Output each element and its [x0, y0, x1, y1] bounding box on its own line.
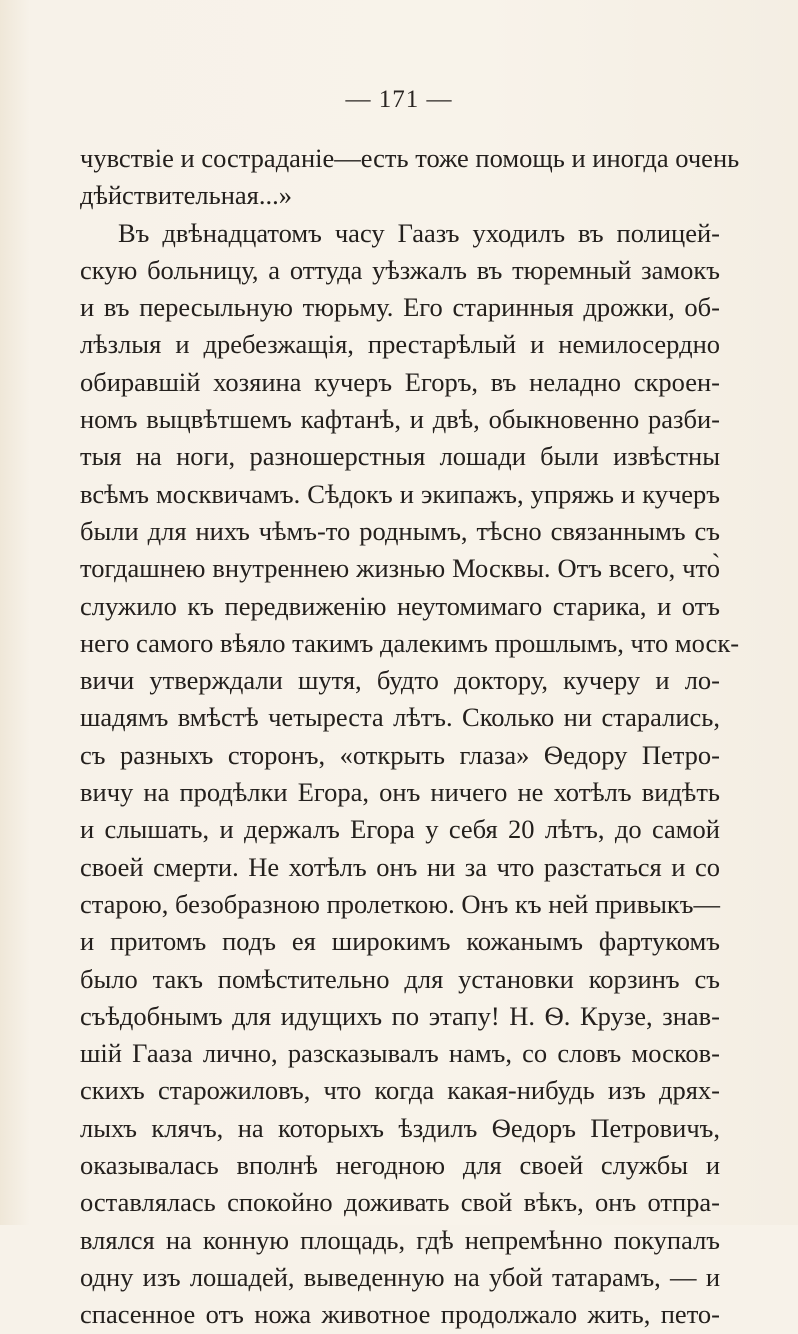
text-line: было такъ помѣстительно для установки корзинъ съ: [80, 963, 720, 994]
text-line: влялся на конную площадь, гдѣ непремѣнно покупалъ: [80, 1224, 720, 1255]
page-number: — 171 —: [345, 86, 453, 113]
text-line: оказывалась вполнѣ негодною для своей службы и: [80, 1150, 720, 1181]
text-line: лѣзлыя и дребезжащія, престарѣлый и немилосердно: [80, 329, 720, 360]
text-line: и въ пересыльную тюрьму. Его старинныя дрожки, об-: [80, 292, 720, 323]
text-line: спасенное отъ ножа животное продолжало жить, пето-: [80, 1299, 720, 1330]
text-line: дѣйствительная...»: [80, 180, 292, 211]
text-line: тогдашнею внутреннею жизнью Москвы. Отъ всего, что̀: [80, 553, 720, 584]
text-line: одну изъ лошадей, выведенную на убой татарамъ, — и: [80, 1261, 720, 1292]
text-line: всѣмъ москвичамъ. Сѣдокъ и экипажъ, упряжь и кучеръ: [80, 478, 720, 509]
text-line: тыя на ноги, разношерстныя лошади были извѣстны: [80, 441, 720, 472]
body-text: [80, 140, 740, 1334]
text-line: и слышать, и держалъ Егора у себя 20 лѣтъ, до самой: [80, 814, 720, 845]
text-line: и притомъ подъ ея широкимъ кожанымъ фартукомъ: [80, 926, 720, 957]
text-line: Въ двѣнадцатомъ часу Гаазъ уходилъ въ полицей-: [118, 217, 720, 248]
text-line: съѣдобнымъ для идущихъ по этапу! Н. Ѳ. Крузе, знав-: [80, 1000, 720, 1031]
text-line: вичи утверждали шутя, будто доктору, кучеру и ло-: [80, 665, 720, 696]
text-line: были для нихъ чѣмъ-то роднымъ, тѣсно связаннымъ съ: [80, 515, 720, 546]
text-line: чувствіе и состраданіе—есть тоже помощь и иногда очень: [80, 143, 740, 173]
text-line: съ разныхъ сторонъ, «открыть глаза» Ѳедору Петро-: [80, 739, 720, 770]
text-line: вичу на продѣлки Егора, онъ ничего не хотѣлъ видѣть: [80, 777, 720, 808]
text-line: лыхъ клячъ, на которыхъ ѣздилъ Ѳедоръ Петровичъ,: [80, 1112, 720, 1143]
text-line: шій Гааза лично, разсказывалъ намъ, со словъ москов-: [80, 1038, 720, 1069]
text-line: скую больницу, а оттуда уѣзжалъ въ тюремный замокъ: [80, 254, 720, 285]
text-line: номъ выцвѣтшемъ кафтанѣ, и двѣ, обыкновенно разби-: [80, 404, 720, 435]
text-line: него самого вѣяло такимъ далекимъ прошлымъ, что моск-: [80, 627, 740, 658]
text-line: обиравшій хозяина кучеръ Егоръ, въ неладно скроен-: [80, 366, 720, 397]
text-line: скихъ старожиловъ, что когда какая-нибудь изъ дрях-: [80, 1075, 720, 1106]
text-line: старою, безобразною пролеткою. Онъ къ ней привыкъ—: [80, 888, 720, 919]
text-line: оставлялась спокойно доживать свой вѣкъ, онъ отпра-: [80, 1187, 720, 1218]
text-line: шадямъ вмѣстѣ четыреста лѣтъ. Сколько ни старались,: [80, 702, 720, 733]
text-line: служило къ передвиженію неутомимаго старика, и отъ: [80, 590, 720, 621]
text-line: своей смерти. Не хотѣлъ онъ ни за что разстаться и со: [80, 851, 720, 882]
